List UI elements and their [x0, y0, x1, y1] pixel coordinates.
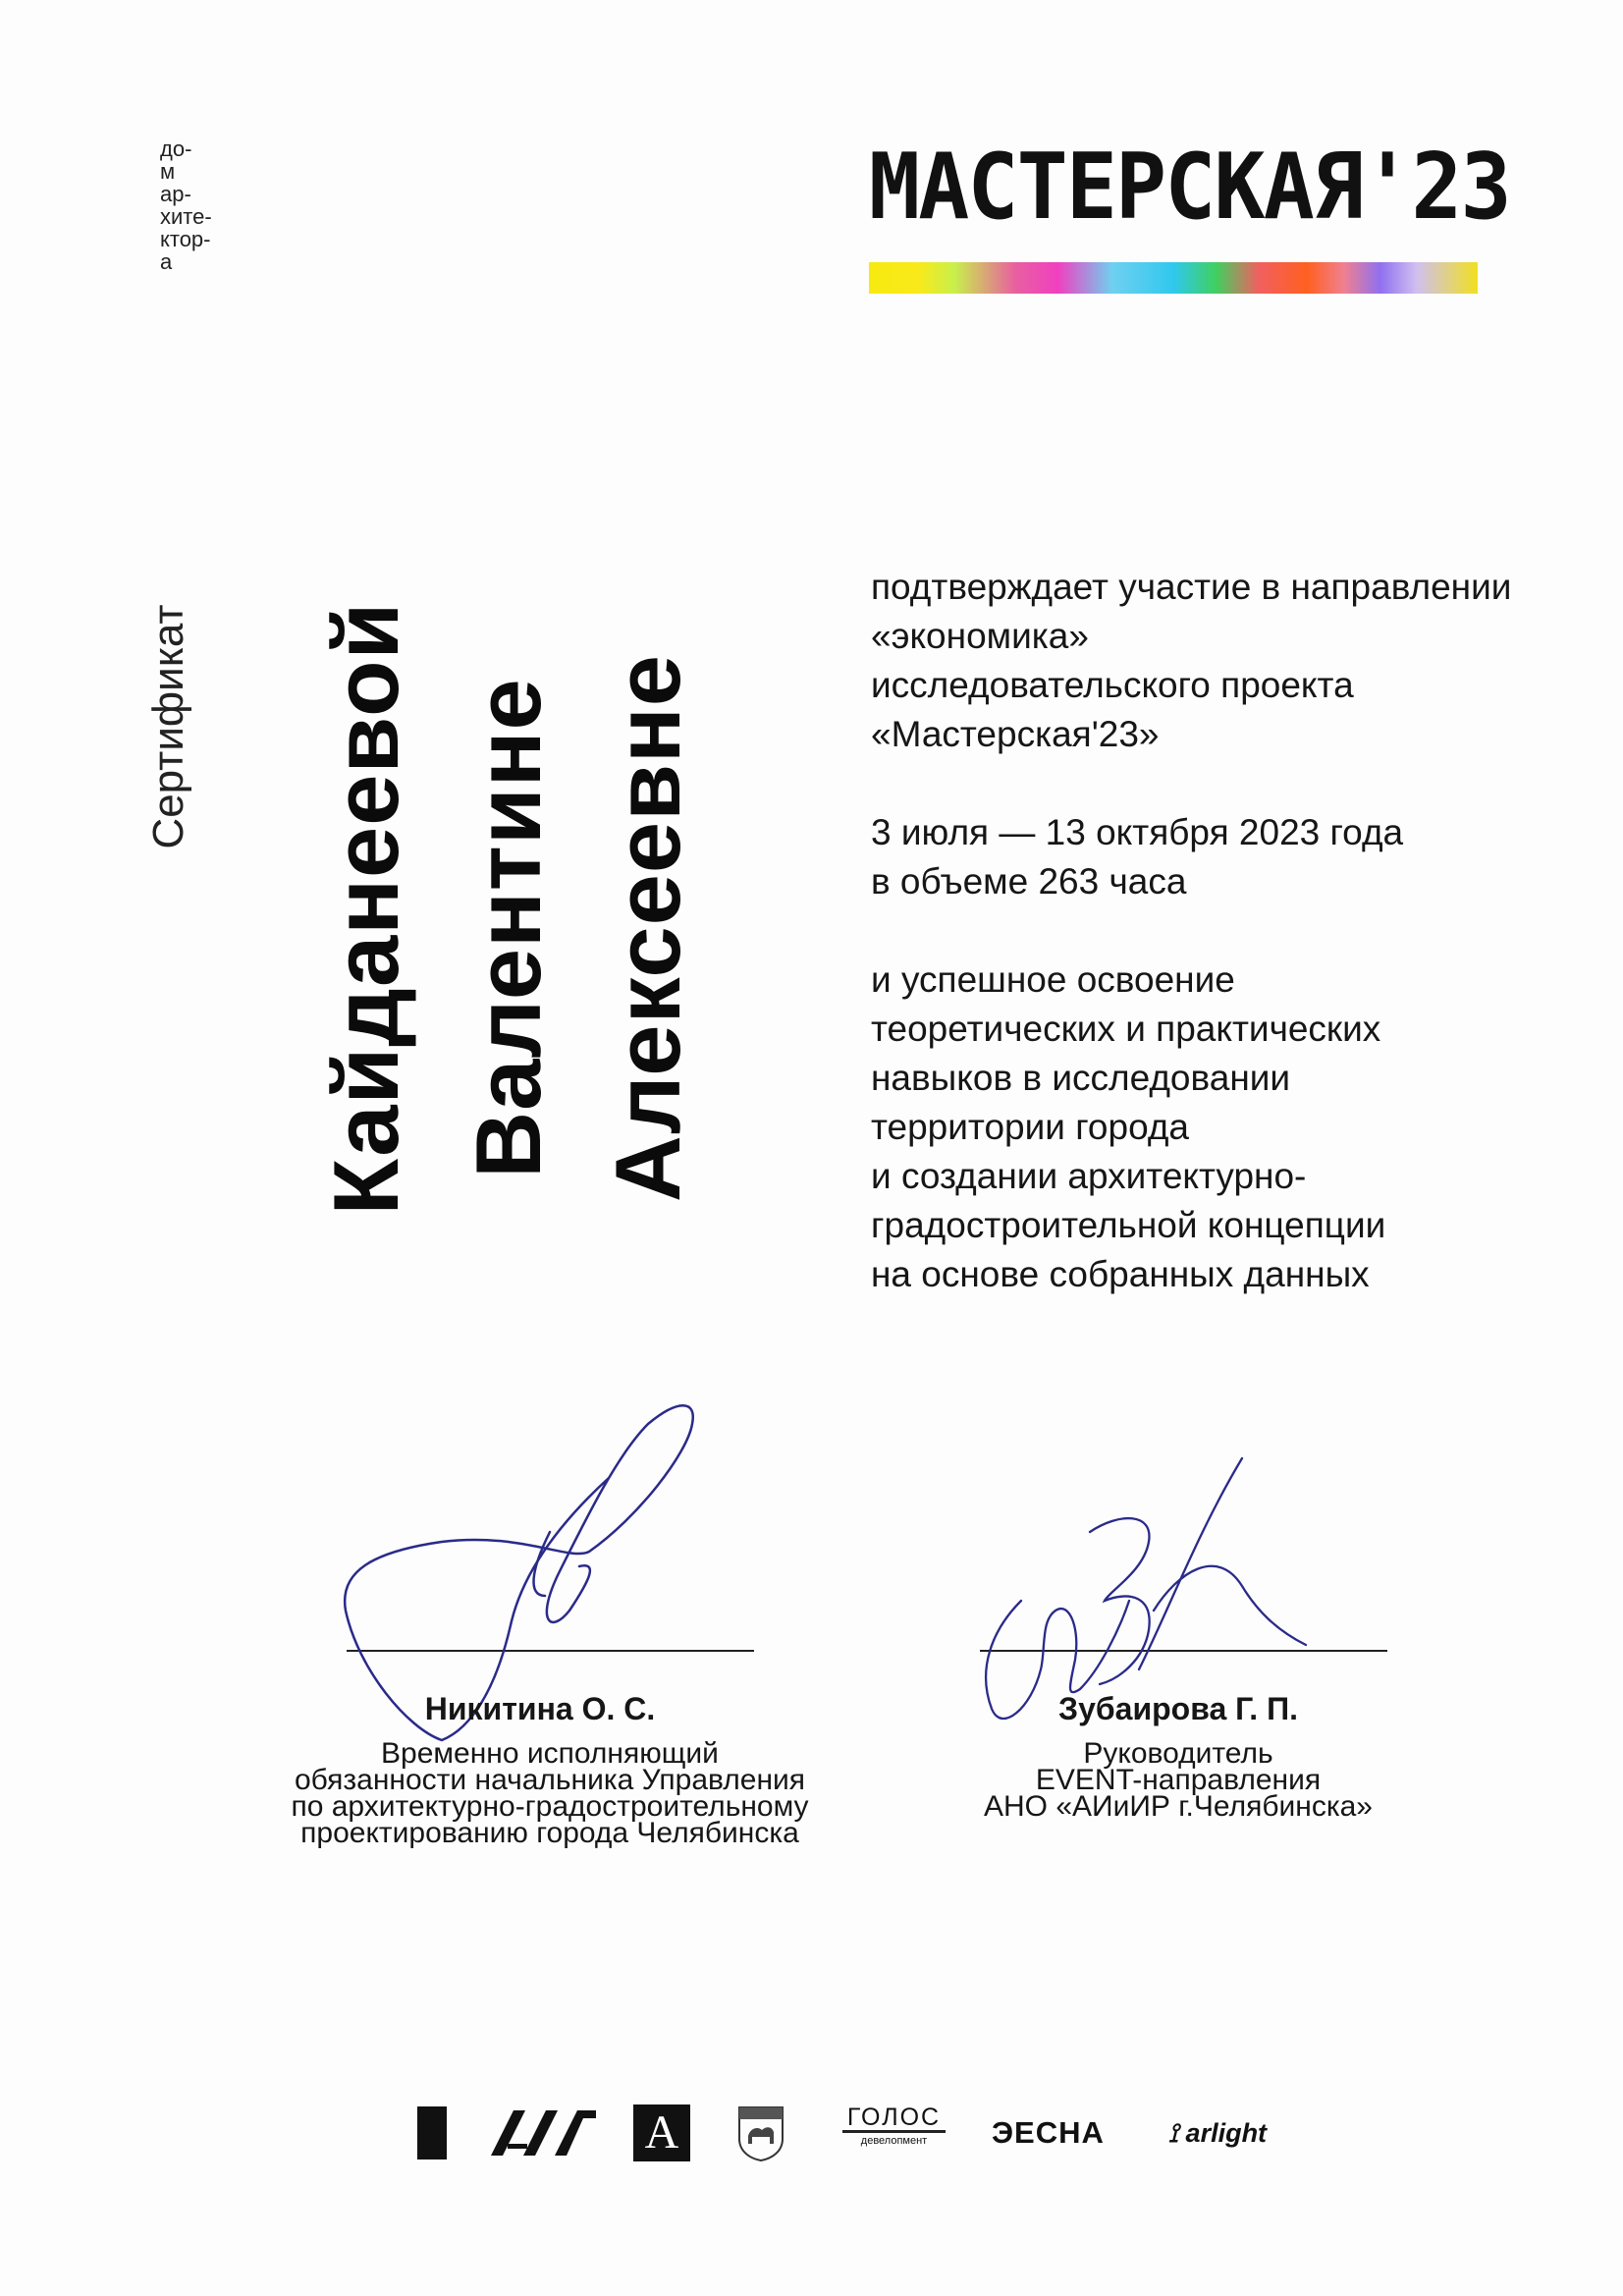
logo-line: хите- — [160, 204, 212, 229]
logo-line: ктор- — [160, 227, 211, 251]
body-line: подтверждает участие в направлении — [871, 567, 1512, 607]
role-line: Временно исполняющий — [381, 1737, 719, 1770]
body-line: теоретических и практических — [871, 1009, 1381, 1049]
signer-left-role — [206, 1737, 893, 1849]
golos-subtitle: девелопмент — [860, 2135, 928, 2147]
logo-line: м — [160, 159, 176, 184]
certificate-heading: Сертификат — [144, 604, 192, 849]
vesna-logo: ЭЕСНА — [992, 2115, 1105, 2150]
recipient-first-name: Валентине — [457, 678, 560, 1178]
body-line: «экономика» — [871, 616, 1089, 656]
body-line: «Мастерская'23» — [871, 714, 1160, 754]
body-line: градостроительной концепции — [871, 1205, 1386, 1245]
brand-gradient-stripe — [869, 262, 1478, 294]
ap-logo — [486, 2105, 599, 2161]
signer-right-role — [933, 1737, 1424, 1823]
role-line: по архитектурно-градостроительному — [291, 1790, 809, 1823]
golos-development-logo — [842, 2105, 946, 2161]
brand-title: МАСТЕРСКАЯ'23 — [869, 134, 1510, 240]
arlight-mark-icon: ⟟ — [1168, 2118, 1186, 2148]
signer-right-name: Зубаирова Г. П. — [1058, 1691, 1298, 1726]
body-line: на основе собранных данных — [871, 1254, 1370, 1294]
house-of-architect-logo — [160, 137, 212, 273]
logo-line: а — [160, 249, 173, 274]
role-line: АНО «АИиИР г.Челябинска» — [984, 1790, 1373, 1823]
arlight-text: arlight — [1185, 2118, 1268, 2148]
city-coat-of-arms-logo — [736, 2105, 785, 2161]
role-line: EVENT-направления — [1035, 1764, 1322, 1796]
body-line: территории города — [871, 1107, 1190, 1147]
role-line: проектированию города Челябинска — [300, 1817, 799, 1849]
signature-line-right — [980, 1650, 1387, 1652]
body-line: 3 июля — 13 октября 2023 года — [871, 812, 1404, 852]
body-line: исследовательского проекта — [871, 665, 1354, 705]
signature-left — [345, 1405, 693, 1740]
arlight-logo — [1168, 2105, 1325, 2161]
body-line: и создании архитектурно- — [871, 1156, 1307, 1196]
signature-line-left — [347, 1650, 754, 1652]
signer-left-name: Никитина О. С. — [424, 1691, 656, 1726]
body-line: в объеме 263 часа — [871, 861, 1187, 902]
golos-title: ГОЛОС — [842, 2105, 946, 2133]
body-line: навыков в исследовании — [871, 1058, 1291, 1098]
recipient-surname: Кайданеевой — [314, 601, 417, 1216]
recipient-patronymic: Алексеевне — [596, 653, 699, 1203]
partner-logos — [417, 2105, 1350, 2163]
a-logo: A — [633, 2105, 690, 2161]
logo-line: до- — [160, 137, 192, 161]
black-bar-logo — [417, 2106, 447, 2159]
role-line: Руководитель — [1083, 1737, 1273, 1770]
signature-right — [986, 1458, 1306, 1719]
body-line: и успешное освоение — [871, 959, 1235, 1000]
logo-line: ар- — [160, 182, 191, 206]
role-line: обязанности начальника Управления — [294, 1764, 806, 1796]
certificate-body — [871, 563, 1607, 1299]
